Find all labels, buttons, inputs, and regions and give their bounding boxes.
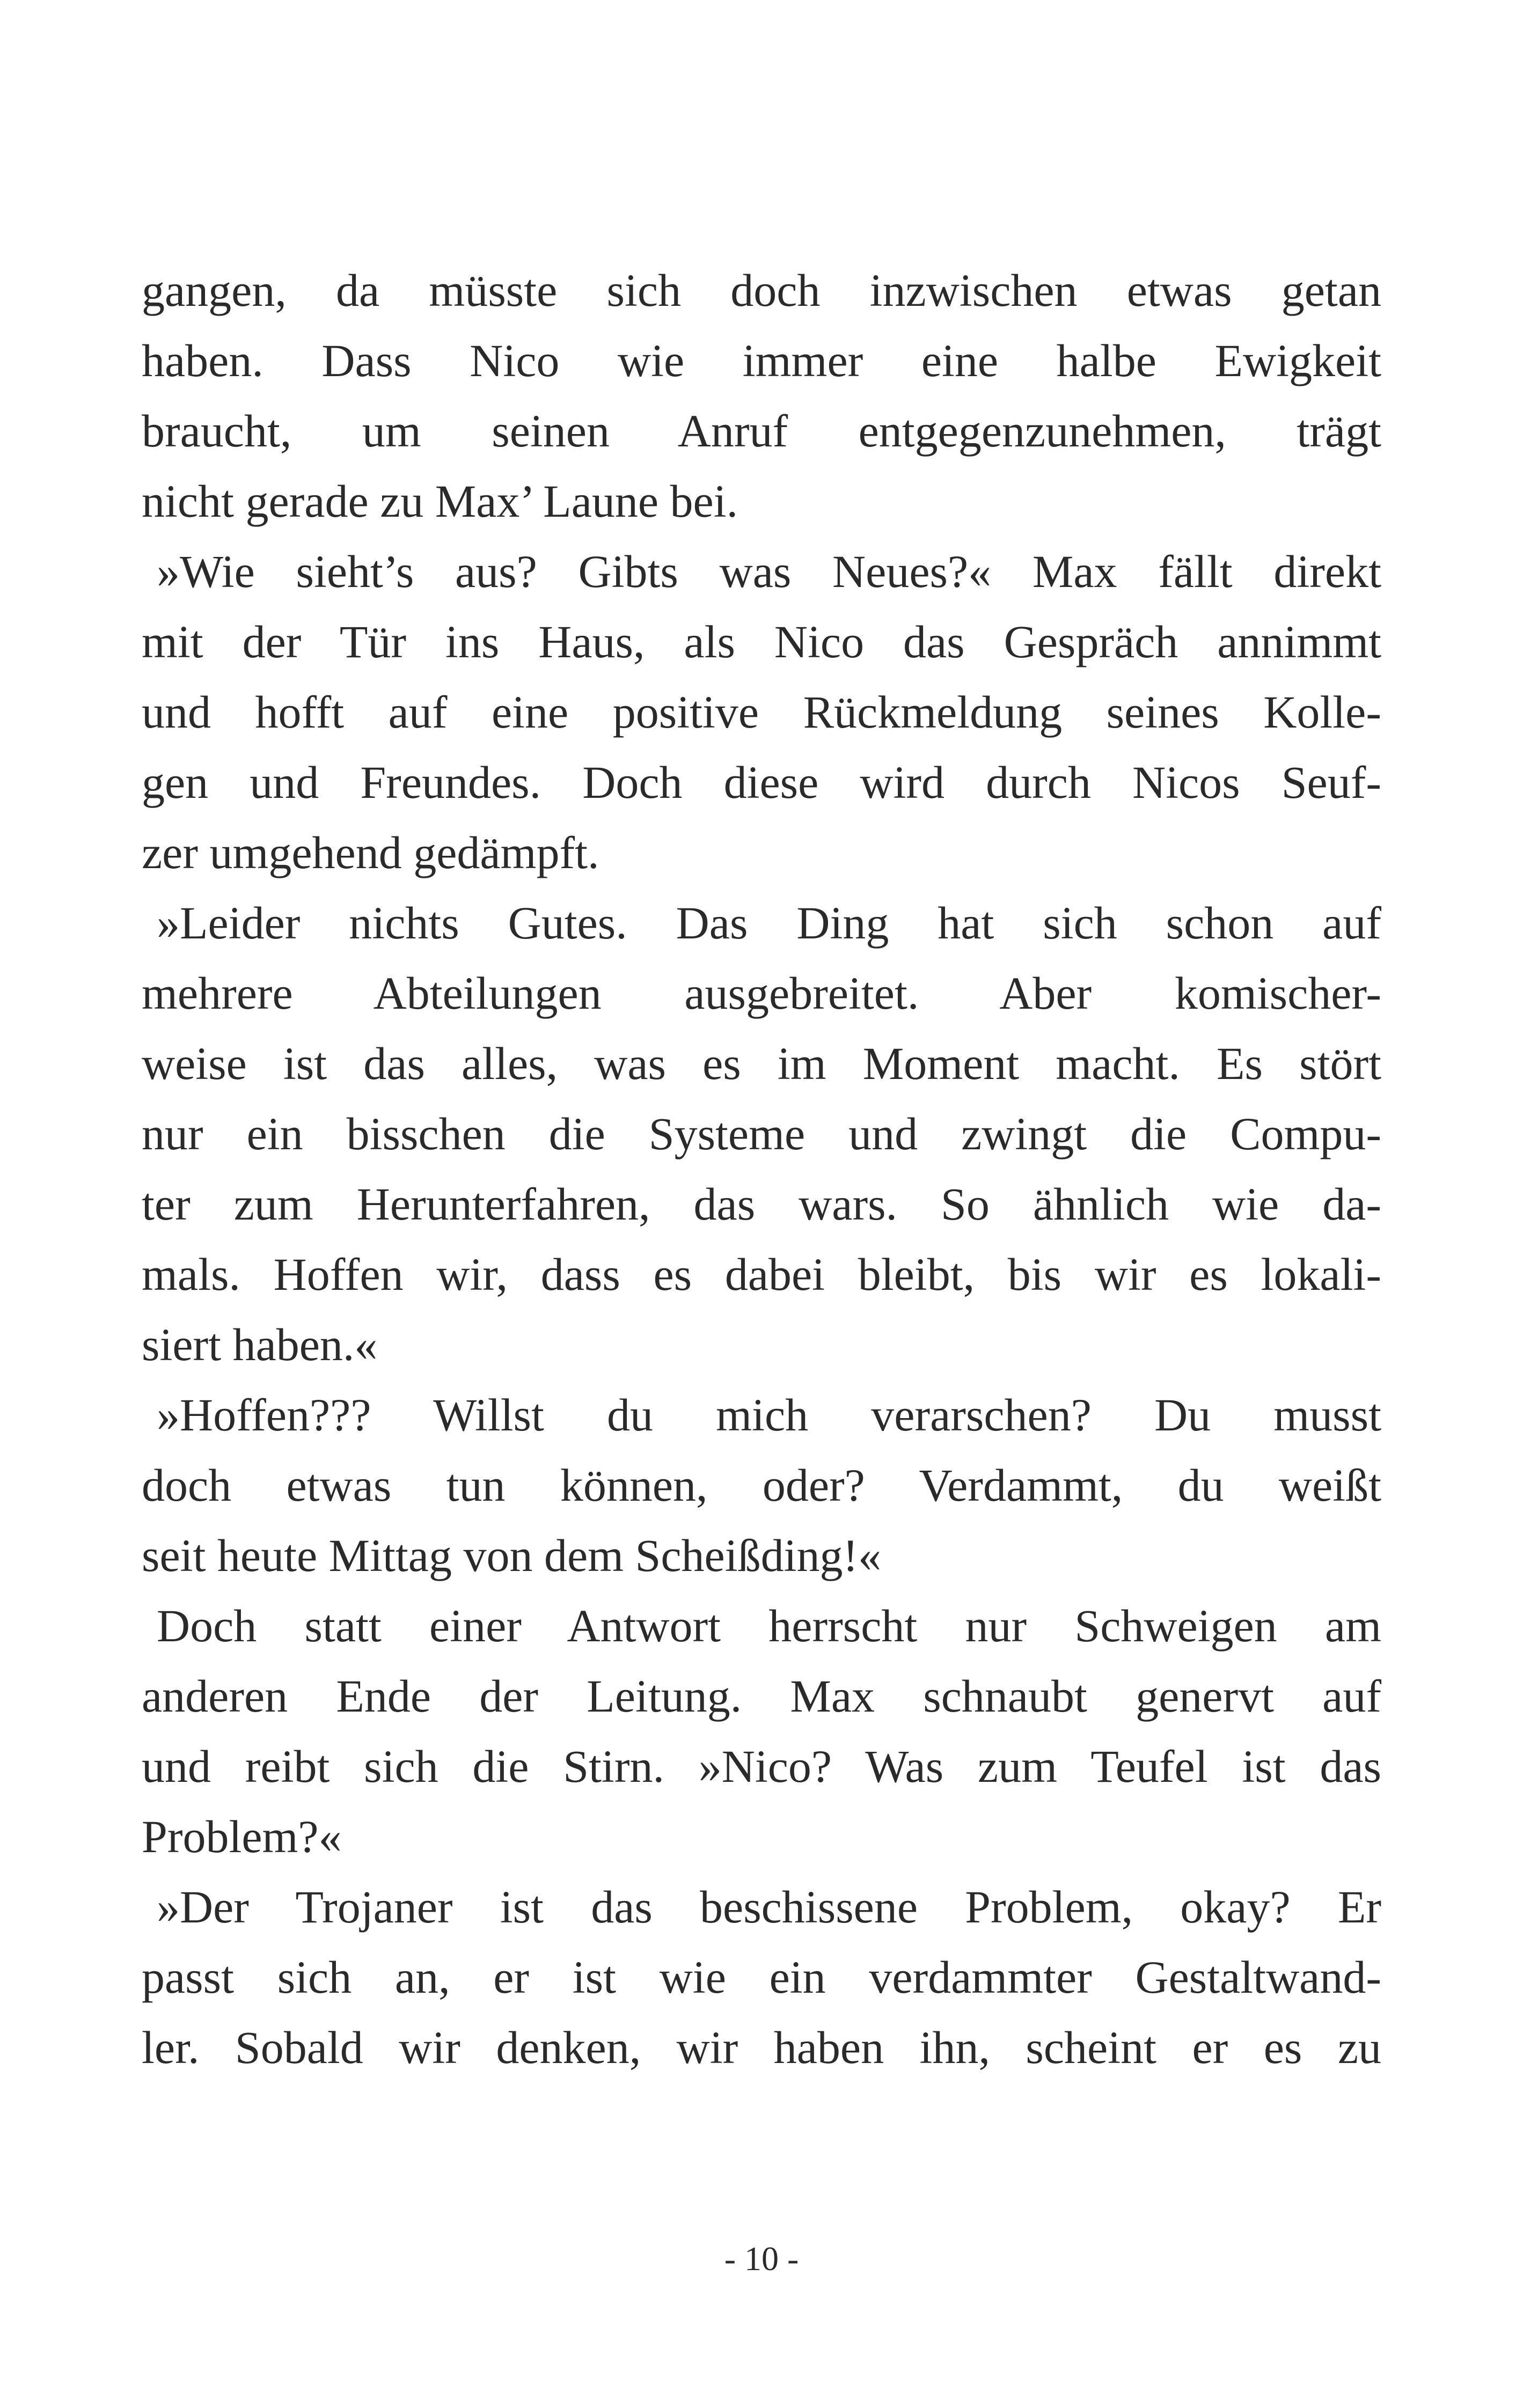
text-line: »Hoffen??? Willst du mich verarschen? Du musst [157, 1389, 1381, 1441]
text-line: und hofft auf eine positive Rückmeldung seines Kolle- [142, 686, 1381, 738]
text-line: anderen Ende der Leitung. Max schnaubt genervt auf [142, 1670, 1381, 1722]
text-line: ter zum Herunterfahren, das wars. So ähnlich wie da- [142, 1178, 1381, 1230]
text-line: Problem?« [142, 1811, 342, 1862]
text-line: nicht gerade zu Max’ Laune bei. [142, 475, 738, 527]
text-line: zer umgehend gedämpft. [142, 827, 599, 878]
text-line: braucht, um seinen Anruf entgegenzunehmen, trägt [142, 405, 1381, 457]
text-line: siert haben.« [142, 1319, 378, 1370]
text-line: »Der Trojaner ist das beschissene Problem, okay? Er [157, 1881, 1381, 1933]
text-line: gangen, da müsste sich doch inzwischen etwas getan [142, 265, 1381, 316]
text-line: nur ein bisschen die Systeme und zwingt die Compu- [142, 1108, 1381, 1159]
text-line: ler. Sobald wir denken, wir haben ihn, scheint er es zu [142, 2022, 1381, 2073]
page-number: - 10 - [724, 2240, 799, 2278]
text-line: mit der Tür ins Haus, als Nico das Gespräch annimmt [142, 616, 1381, 667]
body-text [142, 255, 1381, 2083]
text-line: mehrere Abteilungen ausgebreitet. Aber komischer- [142, 967, 1381, 1019]
text-line: weise ist das alles, was es im Moment macht. Es stört [142, 1038, 1381, 1089]
text-line: passt sich an, er ist wie ein verdammter Gestaltwand- [142, 1951, 1381, 2003]
text-line: und reibt sich die Stirn. »Nico? Was zum Teufel ist das [142, 1741, 1381, 1792]
text-line: mals. Hoffen wir, dass es dabei bleibt, bis wir es lokali- [142, 1249, 1381, 1300]
text-line: gen und Freundes. Doch diese wird durch Nicos Seuf- [142, 757, 1381, 808]
text-line: haben. Dass Nico wie immer eine halbe Ewigkeit [142, 335, 1381, 386]
text-line: seit heute Mittag von dem Scheißding!« [142, 1530, 882, 1581]
text-line: »Wie sieht’s aus? Gibts was Neues?« Max fällt direkt [157, 546, 1381, 597]
text-line: Doch statt einer Antwort herrscht nur Schweigen am [157, 1600, 1381, 1651]
text-line: doch etwas tun können, oder? Verdammt, du weißt [142, 1459, 1381, 1511]
text-line: »Leider nichts Gutes. Das Ding hat sich schon auf [157, 897, 1381, 949]
